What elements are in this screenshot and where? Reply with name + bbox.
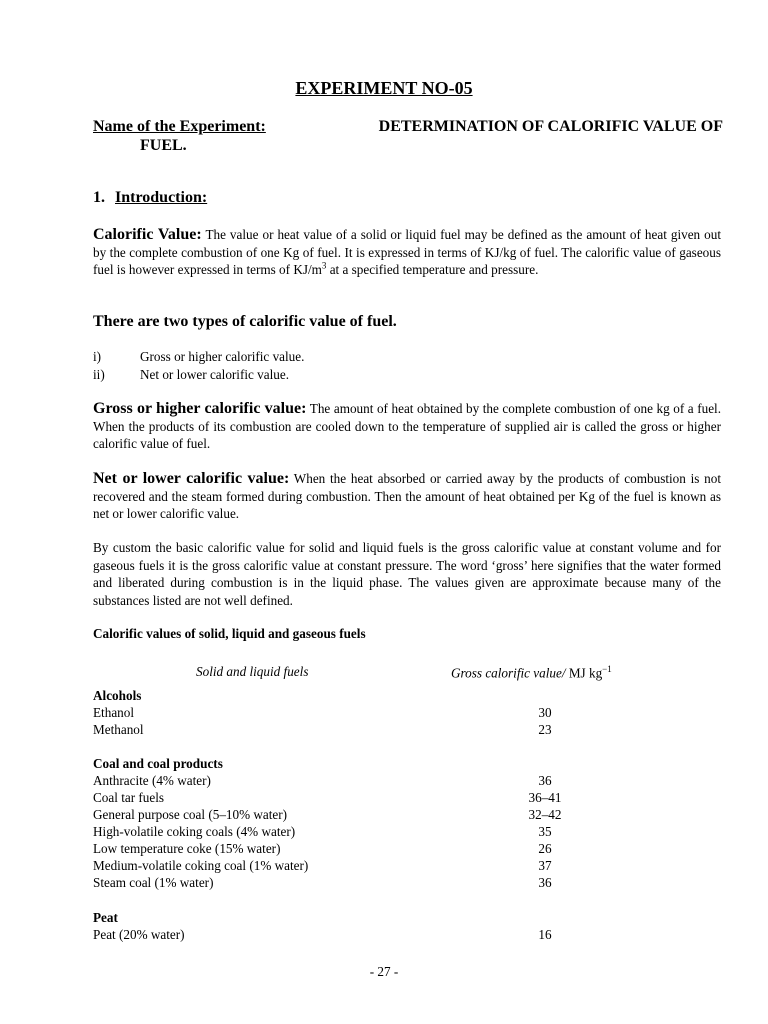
table-row: Coal tar fuels 36–41 <box>93 790 562 805</box>
calorific-value-lead: Calorific Value: <box>93 226 202 243</box>
net-calorific-paragraph: Net or lower calorific value: When the heat absorbed or carried away by the products of combustion is not recovered and the steam formed during combustion. Then the amount of heat obtained per Kg of the fuel is known as net or lower calorific value. <box>93 470 721 521</box>
gross-calorific-paragraph: Gross or higher calorific value: The amount of heat obtained by the complete combustion of one kg of a fuel. When the products of its combustion are cooled down to the temperature of supplied air is called the gross or higher calorific value of fuel. <box>93 400 722 451</box>
table-row: Anthracite (4% water) 36 <box>93 773 552 788</box>
experiment-name <box>93 117 723 155</box>
table-row: Low temperature coke (15% water) 26 <box>93 841 552 856</box>
group-name: Peat <box>93 910 118 925</box>
table-row: High-volatile coking coals (4% water) 35 <box>93 824 552 839</box>
page-number: - 27 - <box>369 964 399 979</box>
table-row: Peat (20% water) 16 <box>93 927 552 942</box>
column-header-value: Gross calorific value/ MJ $kg^{-1}$ <box>451 664 612 681</box>
table-group-alcohols <box>93 687 721 738</box>
table-row: Methanol 23 <box>93 722 552 737</box>
column-header-fuel: Solid and liquid fuels <box>196 664 309 679</box>
table-group-peat <box>93 909 721 943</box>
calorific-value-paragraph: Calorific Value: The value or heat value of a solid or liquid fuel may be defined as the amount of heat given out by the complete combustion of one Kg of fuel. It is expressed in terms of KJ/kg of fuel. The calorific value of gaseous fuel is however expressed in terms of $KJ/m^3$ at a specified temperature and pressure. <box>93 226 721 277</box>
table-row: Steam coal (1% water) 36 <box>93 875 552 890</box>
table-group-coal <box>93 755 721 891</box>
experiment-name-label: Name of the Experiment: <box>93 118 266 135</box>
page-title: EXPERIMENT NO-05 <box>295 78 473 98</box>
table-title: Calorific values of solid, liquid and gaseous fuels <box>93 626 366 641</box>
experiment-name-line1: DETERMINATION OF CALORIFIC VALUE OF <box>378 118 723 135</box>
table-row: Ethanol 30 <box>93 705 552 720</box>
types-heading: There are two types of calorific value of fuel. <box>93 313 397 330</box>
table-row: Medium-volatile coking coal (1% water) 37 <box>93 858 552 873</box>
group-name: Coal and coal products <box>93 756 223 771</box>
custom-paragraph: By custom the basic calorific value for solid and liquid fuels is the gross calorific value at constant volume and for gaseous fuels it is the gross calorific value at constant pressure. The word ‘gross’ here signifies that the water formed and liberated during combustion is in the liquid phase. The values given are approximate because many of the substances listed are not well defined. <box>93 540 721 608</box>
types-list <box>93 348 304 383</box>
introduction-heading: 1. Introduction: <box>93 189 208 206</box>
table-row: General purpose coal (5–10% water) 32–42 <box>93 807 562 822</box>
list-item: ii) Net or lower calorific value. <box>93 366 290 382</box>
experiment-name-line2: FUEL. <box>140 137 187 154</box>
list-item: i) Gross or higher calorific value. <box>93 349 305 364</box>
group-name: Alcohols <box>93 688 142 703</box>
